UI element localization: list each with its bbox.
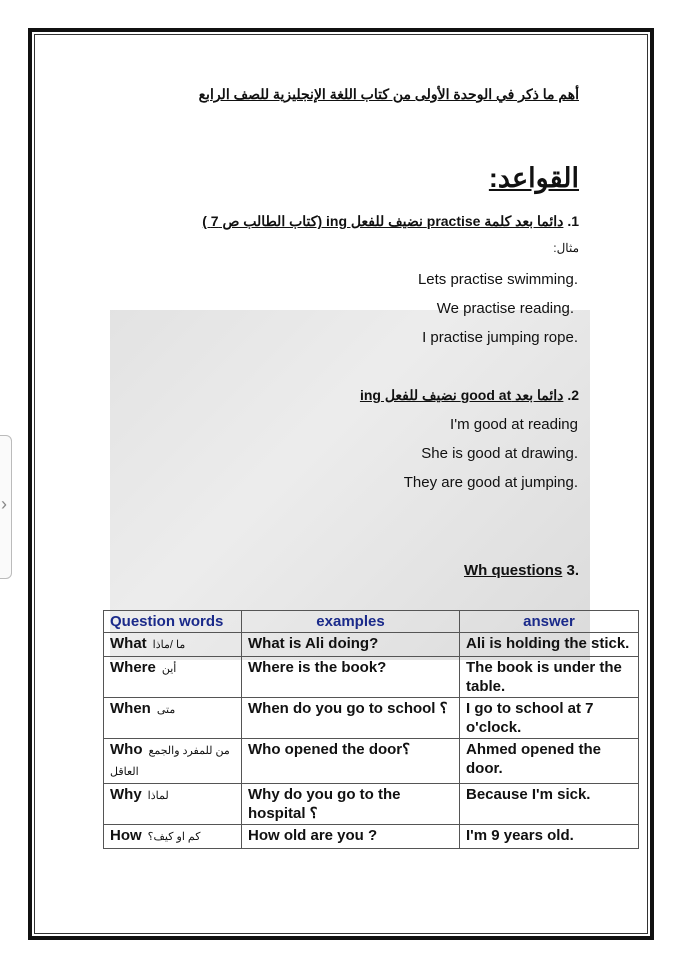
answer-cell: Ahmed opened the door. <box>460 739 639 784</box>
example-cell: How old are you ? <box>242 825 460 849</box>
table-row <box>104 633 639 657</box>
side-panel-tab[interactable] <box>0 435 12 579</box>
example-label: مثال: <box>553 241 579 255</box>
question-word-cell <box>104 633 242 657</box>
question-word-cell <box>104 657 242 698</box>
table-row <box>104 698 639 739</box>
rule-3: Wh questions 3. <box>463 562 579 579</box>
question-word: Where <box>110 659 156 676</box>
header-question-words: Question words <box>104 611 242 633</box>
answer-cell: The book is under the table. <box>460 657 639 698</box>
example-line: They are good at jumping. <box>403 474 578 491</box>
example-cell: What is Ali doing? <box>242 633 460 657</box>
question-word-cell <box>104 784 242 825</box>
answer-cell: Ali is holding the stick. <box>460 633 639 657</box>
question-word: Who <box>110 741 143 758</box>
example-line: Lets practise swimming. <box>417 271 578 288</box>
example-line: We practise reading. <box>436 300 574 317</box>
answer-cell: I go to school at 7 o'clock. <box>460 698 639 739</box>
table-row <box>104 825 639 849</box>
example-cell: When do you go to school ؟ <box>242 698 460 739</box>
example-cell: Who opened the door؟ <box>242 739 460 784</box>
example-line: She is good at drawing. <box>421 445 578 462</box>
arabic-meaning: لماذا <box>147 790 169 802</box>
table-header-row <box>104 611 639 633</box>
example-cell: Where is the book? <box>242 657 460 698</box>
document-title: أهم ما ذكر في الوحدة الأولى من كتاب اللغة الإنجليزية للصف الرابع <box>198 86 579 102</box>
rule-2: 2. دائما بعد good at نضيف للفعل ing <box>359 387 579 403</box>
answer-cell: I'm 9 years old. <box>460 825 639 849</box>
section-heading: القواعد: <box>488 163 579 193</box>
question-word: When <box>110 700 151 717</box>
example-cell: Why do you go to the hospital ؟ <box>242 784 460 825</box>
chevron-right-icon: › <box>1 494 7 514</box>
wh-questions-table <box>103 610 639 849</box>
arabic-meaning: من للمفرد والجمع العاقل <box>110 745 230 778</box>
question-word: How <box>110 827 142 844</box>
table-row <box>104 739 639 784</box>
answer-cell: Because I'm sick. <box>460 784 639 825</box>
question-word-cell <box>104 739 242 784</box>
header-answer: answer <box>460 611 639 633</box>
table-row <box>104 657 639 698</box>
table-row <box>104 784 639 825</box>
question-word-cell <box>104 698 242 739</box>
question-word: What <box>110 635 147 652</box>
question-word: Why <box>110 786 142 803</box>
arabic-meaning: ما /ماذا <box>152 639 186 651</box>
question-word-cell <box>104 825 242 849</box>
header-examples: examples <box>242 611 460 633</box>
arabic-meaning: كم او كيف؟ <box>147 831 201 843</box>
arabic-meaning: أين <box>161 663 177 675</box>
example-line: I practise jumping rope. <box>422 329 578 346</box>
rule-1: 1. دائما بعد كلمة practise نضيف للفعل ing (كتاب الطالب ص 7 ) <box>202 213 579 229</box>
arabic-meaning: متى <box>156 704 176 716</box>
example-line: I'm good at reading <box>450 416 578 433</box>
